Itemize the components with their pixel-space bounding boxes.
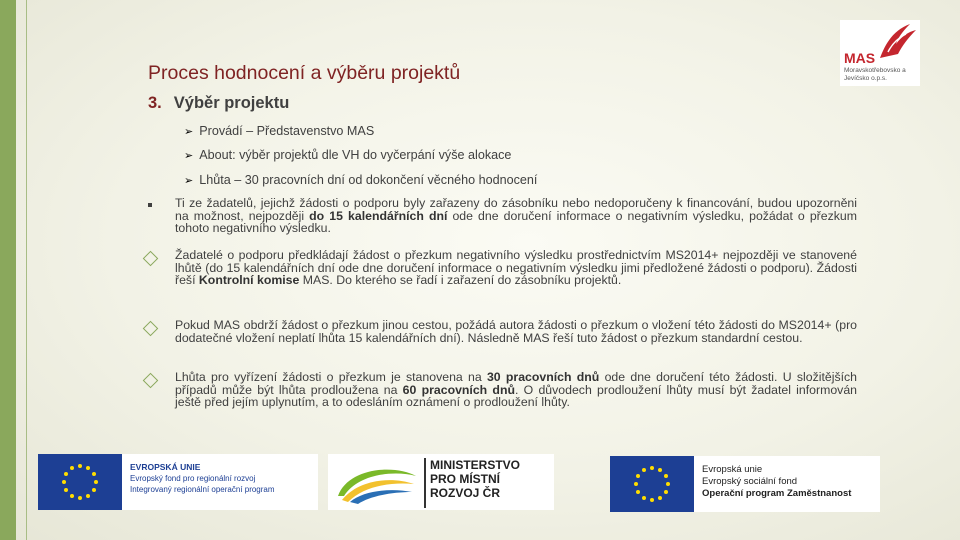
arrow-bullet-icon: ➢ (184, 150, 194, 162)
page-title: Proces hodnocení a výběru projektů (148, 62, 461, 84)
paragraph-4: Lhůta pro vyřízení žádosti o přezkum je stanovena na 30 pracovních dnů ode dne doručení této žádosti. U složitějších případů může být lhůta prodloužena na 60 pracovních dnů. O důvodech prodloužení lhůty musí být žadatel informován ještě před jejím uplynutím, a to odesláním oznámení o prodloužení lhůty. (175, 370, 858, 410)
decorative-left-line (26, 0, 27, 540)
paragraph-3: Pokud MAS obdrží žádost o přezkum jinou cestou, požádá autora žádosti o přezkum o vložení této žádosti do MS2014+ (pro dodatečné vložení neplatí lhůta 15 kalendářních dní). Následně MAS řeší tuto žádost o přezkum standardní cestou. (175, 318, 857, 345)
wing-icon (876, 22, 918, 62)
arrow-item-text: Lhůta – 30 pracovních dní od dokončení věcného hodnocení (199, 173, 538, 187)
mas-logo (840, 20, 920, 86)
arrow-bullet-icon: ➢ (184, 126, 194, 138)
section-heading (148, 94, 289, 113)
mmr-emblem-icon (334, 462, 420, 504)
square-bullet-icon (148, 203, 152, 207)
mmr-divider (424, 458, 426, 508)
mas-logo-subtitle: Moravskotřebovsko a Jevíčsko o.p.s. (844, 67, 906, 82)
diamond-bullet-icon (143, 373, 159, 389)
paragraph-1: Ti ze žadatelů, jejichž žádosti o podporu byly zařazeny do zásobníku nebo nedoporučeny k financování, budou upozorněni na možnost, nejpozději do 15 kalendářních dní ode dne doručení informace o negativním výsledku, požádat o přezkum tohoto negativního výsledku. (175, 196, 857, 236)
paragraph-2: Žadatelé o podporu předkládají žádost o přezkum negativního výsledku prostřednictvím MS2014+ nejpozději ve stanovené lhůtě (do 15 kalendářních dní ode dne doručení informace o negativním výsledku jimi předložené žádosti o podporu). Žádosti řeší Kontrolní komise MAS. Do kterého se řadí i zařazení do zásobníku projektů. (175, 248, 857, 288)
diamond-bullet-icon (143, 251, 159, 267)
decorative-left-bar (0, 0, 16, 540)
footer-logo-mmr (328, 454, 554, 510)
irop-logo-text: EVROPSKÁ UNIE Evropský fond pro regionální rozvoj Integrovaný regionální operační program (130, 462, 275, 494)
diamond-bullet-icon (143, 321, 159, 337)
footer-logo-irop (38, 454, 318, 510)
eu-flag-icon (38, 454, 122, 510)
arrow-item-3 (184, 173, 537, 187)
arrow-item-text: Provádí – Představenstvo MAS (199, 124, 375, 138)
mas-logo-text: MAS (844, 50, 876, 66)
arrow-item-1 (184, 124, 374, 138)
mmr-logo-text: MINISTERSTVO PRO MÍSTNÍ ROZVOJ ČR (430, 458, 521, 500)
opz-logo-text: Evropská unie Evropský sociální fond Operační program Zaměstnanost (702, 464, 852, 499)
arrow-item-text: About: výběr projektů dle VH do vyčerpání výše alokace (199, 148, 512, 162)
section-number: 3. (148, 94, 162, 112)
footer-logo-opz (610, 456, 880, 512)
arrow-item-2 (184, 148, 511, 162)
eu-flag-icon (610, 456, 694, 512)
arrow-bullet-icon: ➢ (184, 175, 194, 187)
section-title: Výběr projektu (173, 94, 290, 112)
